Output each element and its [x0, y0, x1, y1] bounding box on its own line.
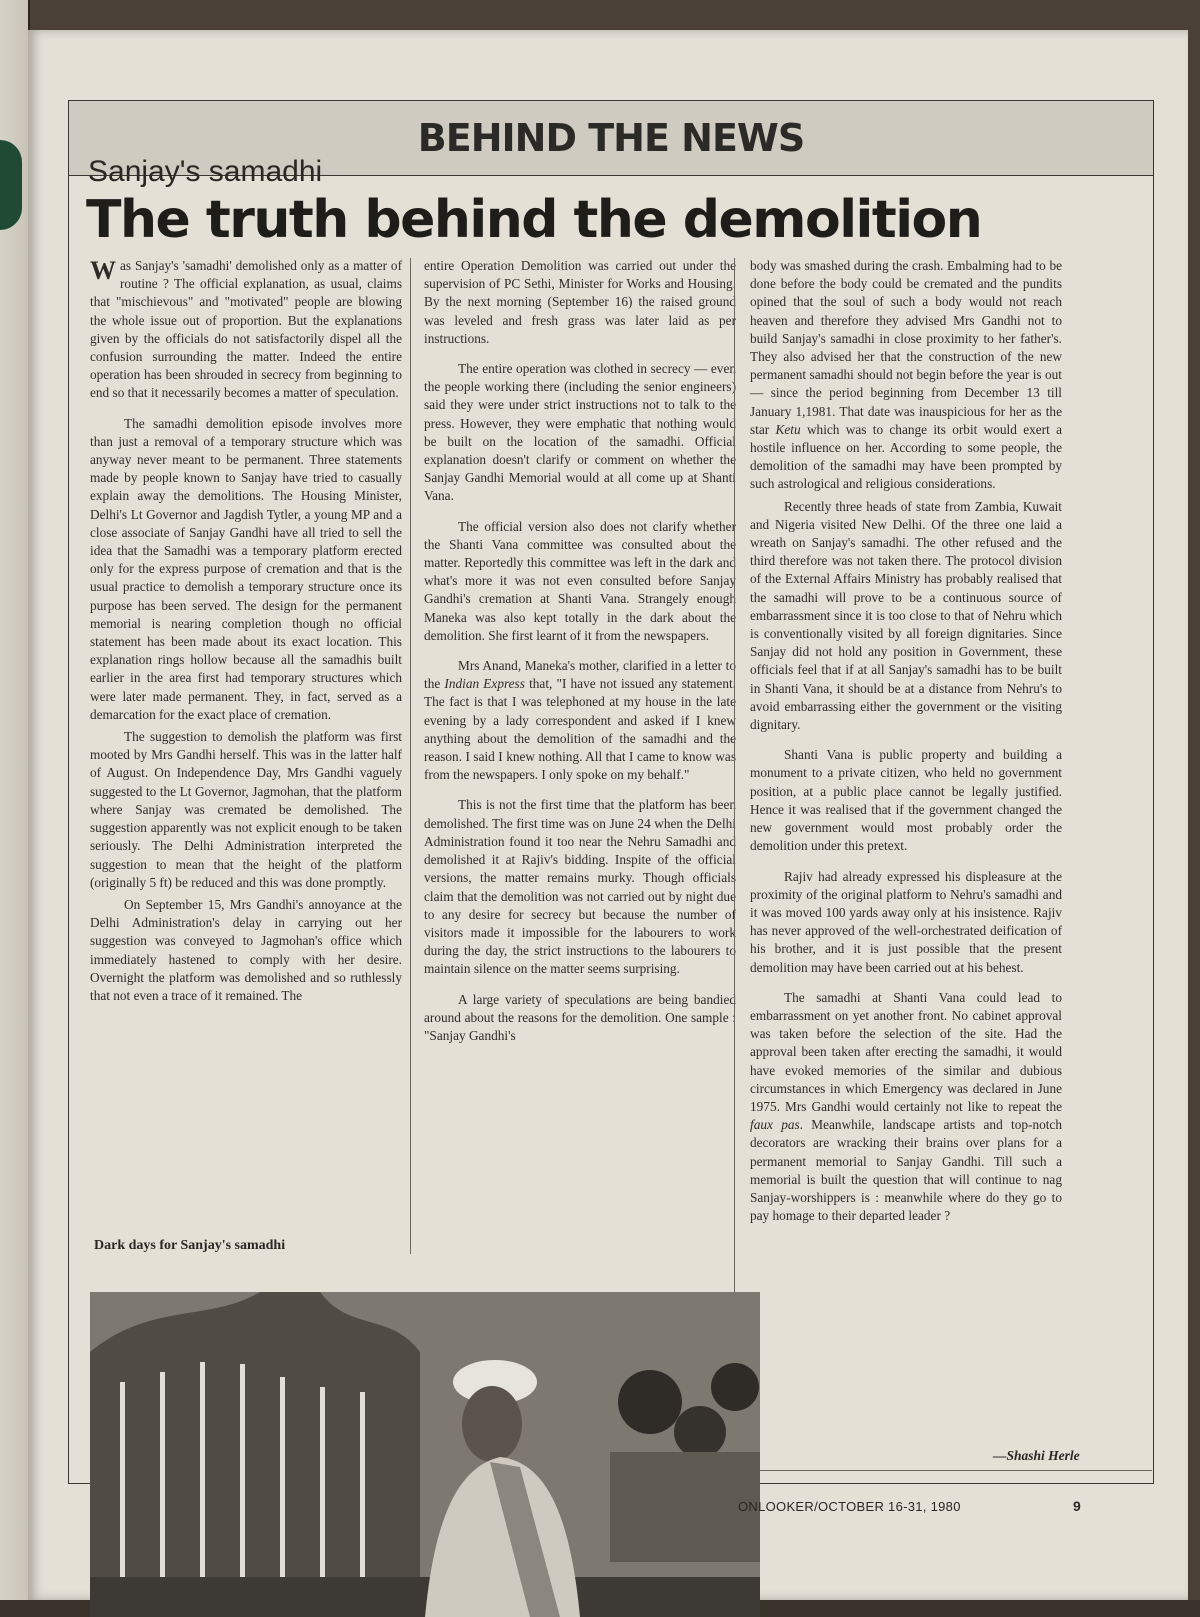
paragraph: Was Sanjay's 'samadhi' demolished only as a matter of routine ? The official explanation, as usual, claims that "mischievous" and "motivated" people are blowing the whole issue out of proportion. But the explanations given by the officials do not satisfactorily dispel all the confusion surrounding the matter. Indeed the entire operation has been shrouded in secrecy from beginning to end so that it necessarily becomes a matter of speculation. [90, 256, 402, 401]
paragraph: The samadhi demolition episode involves more than just a removal of a temporary structure which was anyway never meant to be permanent. Three statements made by people known to Sanjay have tried to casually explain away the demolitions. The Housing Minister, Delhi's Lt Governor and Jagdish Tytler, a young MP and a close associate of Sanjay Gandhi have all tried to sell the idea that the Samadhi was a temporary platform erected only for the express purpose of cremation and that is the usual practice to demolish a temporary structure once its purpose has been served. The design for the permanent memorial is nearing completion though no official statement has been made about its exact location. This explanation rings hollow because all the samadhis built earlier in the area first had temporary structures which were later made permanent. They, in fact, served as a demarcation for the exact place of cremation. [90, 415, 402, 722]
previous-page-edge [0, 0, 30, 1600]
paragraph: The suggestion to demolish the platform was first mooted by Mrs Gandhi herself. This was in the latter half of August. On Independence Day, Mrs Gandhi vaguely suggested to the Lt Governor, Jagmohan, that the platform where Sanjay was cremated be demolished. The suggestion apparently was not explicit enough to be taken seriously. The Delhi Administration interpreted the suggestion to mean that the height of the platform (originally 5 ft) be reduced and this was done promptly. [90, 729, 402, 890]
bottom-rule [732, 1470, 1152, 1471]
paragraph: The official version also does not clarify whether the Shanti Vana committee was consulted about the matter. Reportedly this committee was left in the dark and what's more it was not even consulted before Sanjay Gandhi's cremation at Shanti Vana. Strangely enough Maneka was also kept totally in the dark about the demolition. She first learnt of it from the newspapers. [424, 518, 736, 643]
page-number: 9 [1073, 1498, 1081, 1514]
byline: —Shashi Herle [993, 1448, 1080, 1463]
photo-caption: Dark days for Sanjay's samadhi [94, 1238, 286, 1253]
headline: The truth behind the demolition [86, 190, 982, 250]
paragraph: entire Operation Demolition was carried out under the supervision of PC Sethi, Minister for Works and Housing. By the next morning (September 16) the raised ground was leveled and fresh grass was later laid as per instructions. [424, 258, 736, 346]
column-3 [750, 257, 1062, 1225]
paragraph: Shanti Vana is public property and building a monument to a private citizen, who held no government position, at a public place cannot be legally justified. Hence it was realised that if the government changed the new government would most probably order the demolition under this pretext. [750, 747, 1062, 854]
photo-illustration [90, 1292, 760, 1617]
column-rule [734, 258, 735, 1428]
paragraph: On September 15, Mrs Gandhi's annoyance at the Delhi Administration's delay in carrying out her suggestion was conveyed to Jagmohan's office which immediately hastened to comply with her desire. Overnight the platform was demolished and so ruthlessly that not even a trace of it remained. The [90, 896, 402, 1003]
paragraph: The entire operation was clothed in secrecy — even the people working there (including the senior engineers) said they were under strict instructions not to talk to the press. However, they were emphatic that nothing would be built on the location of the samadhi. Official explanation doesn't clarify or comment on whether the Sanjay Gandhi Memorial would at all come up at Shanti Vana. [424, 361, 736, 504]
paragraph: Rajiv had already expressed his displeasure at the proximity of the original platform to Nehru's samadhi and it was moved 100 yards away only at his insistence. Rajiv has never approved of the well-orchestrated deification of his brother, and it is just possible that the present demolition may have been carried out at his behest. [750, 868, 1062, 975]
paragraph: The samadhi at Shanti Vana could lead to embarrassment on yet another front. No cabinet approval was taken before the selection of the site. Had the approval been taken after erecting the samadhi, it would have evoked memories of the similar and dubious circumstances in which Emergency was declared in June 1975. Mrs Gandhi would certainly not like to repeat the faux pas. Meanwhile, landscape artists and top-notch decorators are wracking their brains over plans for a permanent memorial to Sanjay Gandhi. Till such a memorial is built the question that will continue to nag Sanjay-worshippers is : meanwhile where do they go to pay homage to their departed leader ? [750, 989, 1062, 1224]
green-graphic [0, 140, 22, 230]
drop-cap: W [90, 256, 116, 285]
news-photo [90, 1292, 760, 1617]
paragraph: Recently three heads of state from Zambia, Kuwait and Nigeria visited New Delhi. Of the three one laid a wreath on Sanjay's samadhi. The other refused and the third therefore was not taken there. The protocol division of the External Affairs Ministry has probably realised that the samadhi will prove to be a continuous source of embarrassment since it is too close to that of Nehru which is conventionally visited by all foreign dignitaries. Since Sanjay did not hold any position in Government, these officials feel that if at all Sanjay's samadhi has to be built in Shanti Vana, it should be at a distance from Nehru's to avoid embarrassing either the government or the visiting dignitary. [750, 498, 1062, 733]
paragraph: This is not the first time that the platform has been demolished. The first time was on June 24 when the Delhi Administration found it too near the Nehru Samadhi and demolished it at Rajiv's bidding. Inspite of the official versions, the matter remains murky. Though officials claim that the demolition was not carried out by night due to any desire for secrecy but because the number of visitors made it impossible for the labourers to work during the day, the strict instructions to the labourers to maintain silence on the matter seems surprising. [424, 797, 736, 977]
magazine-page [28, 30, 1188, 1600]
kicker: Sanjay's samadhi [88, 155, 323, 188]
paragraph: Mrs Anand, Maneka's mother, clarified in a letter to the Indian Express that, "I have not issued any statement. The fact is that I was telephoned at my house in the late evening by a lady correspondent and asked if I knew anything about the demolition of the samadhi and the reason. I said I knew nothing. All that I came to know was from the newspapers. I only spoke on my behalf." [424, 658, 737, 783]
column-2 [424, 257, 736, 1045]
paragraph: A large variety of speculations are being bandied around about the reasons for the demolition. One sample : "Sanjay Gandhi's [424, 991, 736, 1043]
paragraph: body was smashed during the crash. Embalming had to be done before the body could be cremated and the pundits opined that the soul of such a body would not reach heaven and therefore they advised Mrs Gandhi not to build Sanjay's samadhi in close proximity to her father's. They also advised her that the construction of the new permanent samadhi should not begin before the year is out — since the period beginning from December 13 till January 1,1981. That date was inauspicious for her as the star Ketu which was to change its orbit would exert a hostile influence on her. According to some people, the demolition of the samadhi may have been prompted by such astrological and religious considerations. [750, 258, 1062, 492]
section-title: BEHIND THE NEWS [417, 116, 805, 160]
footer-issue: ONLOOKER/OCTOBER 16-31, 1980 [738, 1499, 961, 1514]
column-rule [410, 258, 411, 1254]
column-1 [90, 257, 402, 1005]
